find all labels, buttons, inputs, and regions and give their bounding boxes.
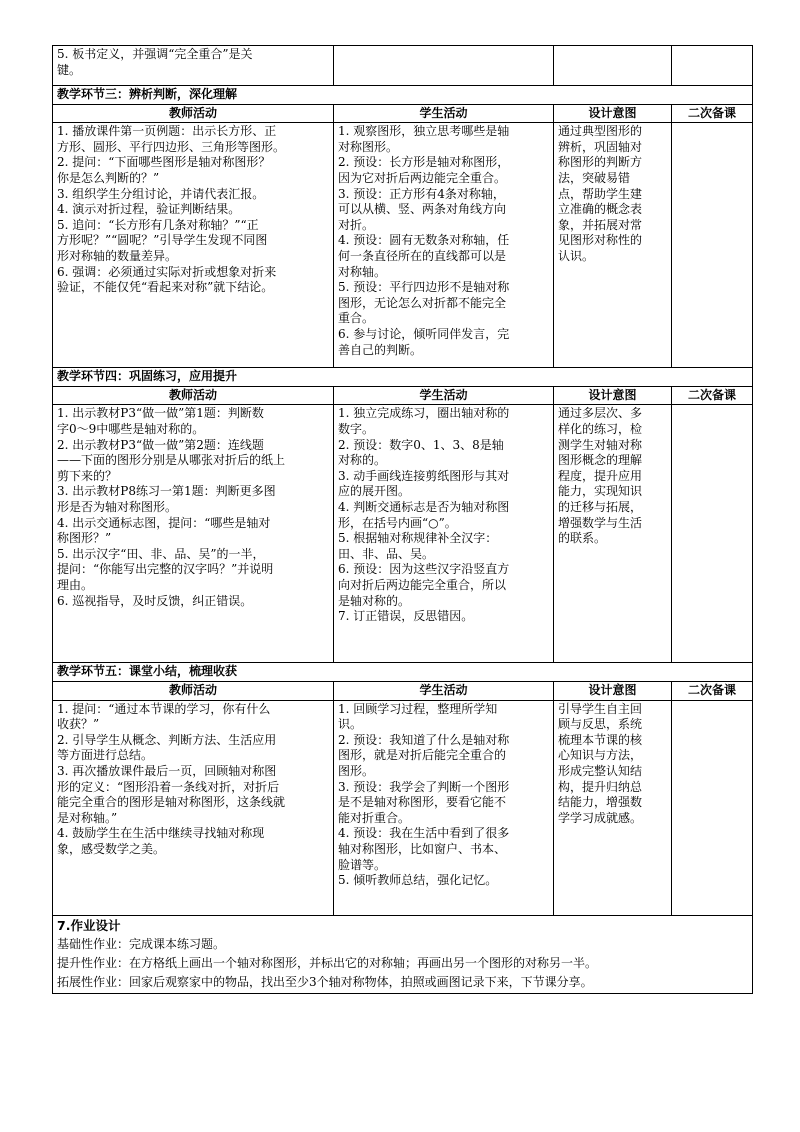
text-line: 通过多层次、多 <box>558 406 643 421</box>
text-line: 1. 播放课件第一页例题：出示长方形、正 <box>57 124 277 139</box>
student-activity-cell <box>334 405 554 663</box>
text-line: 5. 追问：“长方形有几条对称轴？”“正 <box>57 217 259 232</box>
text-line: 识。 <box>338 717 363 732</box>
text-line: 应的展开图。 <box>338 484 411 499</box>
text-line: 轴对称图形，比如窗户、书本、 <box>338 841 507 856</box>
text-line: 5. 倾听教师总结，强化记忆。 <box>338 873 498 888</box>
header-student-activity: 学生活动 <box>334 681 554 700</box>
text-line: 认识。 <box>558 248 595 263</box>
section-content-row <box>53 123 753 368</box>
text-line: 5. 根据轴对称规律补全汉字： <box>338 531 498 546</box>
text-line: 何一条直径所在的直线都可以是 <box>338 248 507 263</box>
revision-notes-cell <box>672 405 753 663</box>
text-line: 能对折重合。 <box>338 810 411 825</box>
text-line: 6. 参与讨论，倾听同伴发言，完 <box>338 326 510 341</box>
header-revision-notes: 二次备课 <box>672 104 753 123</box>
text-line: 通过典型图形的 <box>558 124 643 139</box>
text-line: 对称图形。 <box>338 139 399 154</box>
text-line: 图形，无论怎么对折都不能完全 <box>338 295 507 310</box>
teacher-activity-cell <box>53 123 334 368</box>
text-line: 重合。 <box>338 311 375 326</box>
text-line: 脸谱等。 <box>338 857 387 872</box>
text-line: 5. 预设：平行四边形不是轴对称 <box>338 280 510 295</box>
text-line: 图形概念的理解 <box>558 453 643 468</box>
homework-row <box>53 915 753 993</box>
text-line: 辨析，巩固轴对 <box>558 139 643 154</box>
text-line: 4. 预设：圆有无数条对称轴，任 <box>338 233 510 248</box>
text-line: 2. 出示教材P3“做一做”第2题：连线题 <box>57 437 264 452</box>
continued-row <box>53 46 753 86</box>
text-line: 的迁移与拓展， <box>558 499 643 514</box>
text-line: 样化的练习，检 <box>558 421 643 436</box>
text-line: 2. 提问：“下面哪些图形是轴对称图形？ <box>57 155 271 170</box>
text-line: 4. 判断交通标志是否为轴对称图 <box>338 499 510 514</box>
text-line: 6. 预设：因为这些汉字沿竖直方 <box>338 562 510 577</box>
column-header-row <box>53 386 753 405</box>
text-line: 因为它对折后两边能完全重合。 <box>338 170 507 185</box>
text-line: 6. 巡视指导，及时反馈，纠正错误。 <box>57 593 253 608</box>
text-line: 1. 出示教材P3“做一做”第1题：判断数 <box>57 406 264 421</box>
header-teacher-activity: 教师活动 <box>53 104 334 123</box>
text-line: 可以从横、竖、两条对角线方向 <box>338 202 507 217</box>
text-line: 1. 观察图形，独立思考哪些是轴 <box>338 124 510 139</box>
text-line: 2. 预设：长方形是轴对称图形， <box>338 155 510 170</box>
design-intent-cell <box>554 123 672 368</box>
text-line: 4. 演示对折过程，验证判断结果。 <box>57 202 241 217</box>
text-line: 的联系。 <box>558 531 607 546</box>
text-line: 形的定义：“图形沿着一条线对折，对折后 <box>57 779 280 794</box>
section-title-row <box>53 663 753 682</box>
homework-title: 7.作业设计 <box>57 917 121 933</box>
text-line: 善自己的判断。 <box>338 342 423 357</box>
homework-line: 拓展性作业：回家后观察家中的物品，找出至少3个轴对称物体，拍照或画图记录下来，下节课分享。 <box>57 974 593 989</box>
text-line: 3. 预设：我学会了判断一个图形 <box>338 779 510 794</box>
text-line: 向对折后两边能完全重合，所以 <box>338 577 507 592</box>
text-line: 图形，就是对折后能完全重合的 <box>338 748 507 763</box>
text-line: 对折。 <box>338 217 375 232</box>
text-line: 测学生对轴对称 <box>558 437 643 452</box>
text-line: 法，突破易错 <box>558 170 631 185</box>
text-line: 3. 出示教材P8练习一第1题：判断更多图 <box>57 484 276 499</box>
text-line: 田、非、品、吴。 <box>338 546 435 561</box>
text-line: 是轴对称的。 <box>338 593 411 608</box>
section-title-row <box>53 368 753 387</box>
homework-line: 基础性作业：完成课本练习题。 <box>57 936 226 951</box>
text-line: 增强数学与生活 <box>558 515 643 530</box>
text-line: 7. 订正错误，反思错因。 <box>338 609 474 624</box>
header-revision-notes: 二次备课 <box>672 681 753 700</box>
text-line: 4. 预设：我在生活中看到了很多 <box>338 826 510 841</box>
text-line: 构，提升归纳总 <box>558 779 643 794</box>
header-design-intent: 设计意图 <box>554 681 672 700</box>
design-intent-cell <box>554 46 672 86</box>
header-student-activity: 学生活动 <box>334 386 554 405</box>
section-title: 教学环节四：巩固练习，应用提升 <box>53 368 753 387</box>
design-intent-cell <box>554 700 672 915</box>
text-line: ——下面的图形分别是从哪张对折后的纸上 <box>57 453 286 468</box>
text-line: 是不是轴对称图形，要看它能不 <box>338 795 507 810</box>
text-line: 象，感受数学之美。 <box>57 841 166 856</box>
text-line: 收获？” <box>57 717 100 732</box>
text-line: 形，在括号内画“○”。 <box>338 515 457 530</box>
header-revision-notes: 二次备课 <box>672 386 753 405</box>
text-line: 点，帮助学生建 <box>558 186 643 201</box>
text-line: 象，并拓展对常 <box>558 217 643 232</box>
text-line: 1. 回顾学习过程，整理所学知 <box>338 701 498 716</box>
section-content-row <box>53 700 753 915</box>
text-line: 对称的。 <box>338 453 387 468</box>
text-line: 图形。 <box>338 763 375 778</box>
text-line: 3. 再次播放课件最后一页，回顾轴对称图 <box>57 763 277 778</box>
text-line: 3. 预设：正方形有4条对称轴， <box>338 186 505 201</box>
header-design-intent: 设计意图 <box>554 386 672 405</box>
text-line: 学学习成就感。 <box>558 810 643 825</box>
design-intent-cell <box>554 405 672 663</box>
text-line: 5. 板书定义，并强调“完全重合”是关 <box>57 47 253 61</box>
text-line: 1. 独立完成练习，圈出轴对称的 <box>338 406 510 421</box>
text-line: 3. 动手画线连接剪纸图形与其对 <box>338 468 510 483</box>
text-line: 2. 预设：数字0、1、3、8是轴 <box>338 437 504 452</box>
text-line: 你是怎么判断的？” <box>57 170 160 185</box>
text-line: 2. 预设：我知道了什么是轴对称 <box>338 732 510 747</box>
text-line: 能力，实现知识 <box>558 484 643 499</box>
text-line: 形成完整认知结 <box>558 763 643 778</box>
header-student-activity: 学生活动 <box>334 104 554 123</box>
text-line: 键。 <box>57 62 82 77</box>
text-line: 顾与反思，系统 <box>558 717 643 732</box>
text-line: 5. 出示汉字“田、非、品、吴”的一半， <box>57 546 265 561</box>
text-line: 4. 鼓励学生在生活中继续寻找轴对称现 <box>57 826 265 841</box>
student-activity-cell <box>334 700 554 915</box>
text-line: 1. 提问：“通过本节课的学习，你有什么 <box>57 701 271 716</box>
text-line: 引导学生自主回 <box>558 701 643 716</box>
text-line: 方形呢？”“圆呢？”引导学生发现不同图 <box>57 233 268 248</box>
text-line: 提问：“你能写出完整的汉字吗？”并说明 <box>57 562 274 577</box>
text-line: 4. 出示交通标志图，提问：“哪些是轴对 <box>57 515 271 530</box>
text-line: 心知识与方法， <box>558 748 643 763</box>
column-header-row <box>53 681 753 700</box>
text-line: 程度，提升应用 <box>558 468 643 483</box>
teacher-activity-cell <box>53 700 334 915</box>
text-line: 是对称轴。” <box>57 810 118 825</box>
text-line: 等方面进行总结。 <box>57 748 154 763</box>
student-activity-cell <box>334 46 554 86</box>
text-line: 结能力，增强数 <box>558 795 643 810</box>
text-line: 6. 强调：必须通过实际对折或想象对折来 <box>57 264 277 279</box>
homework-cell <box>53 915 753 993</box>
text-line: 验证，不能仅凭“看起来对称”就下结论。 <box>57 280 274 295</box>
section-content-row <box>53 405 753 663</box>
text-line: 形是否为轴对称图形。 <box>57 499 178 514</box>
text-line: 理由。 <box>57 577 94 592</box>
header-design-intent: 设计意图 <box>554 104 672 123</box>
header-teacher-activity: 教师活动 <box>53 386 334 405</box>
teacher-activity-cell <box>53 46 334 86</box>
revision-notes-cell <box>672 46 753 86</box>
homework-line: 提升性作业：在方格纸上画出一个轴对称图形，并标出它的对称轴；再画出另一个图形的对称另一半。 <box>57 955 598 970</box>
section-title: 教学环节五：课堂小结，梳理收获 <box>53 663 753 682</box>
text-line: 能完全重合的图形是轴对称图形，这条线就 <box>57 795 286 810</box>
text-line: 称图形的判断方 <box>558 155 643 170</box>
header-teacher-activity: 教师活动 <box>53 681 334 700</box>
revision-notes-cell <box>672 123 753 368</box>
text-line: 字0～9中哪些是轴对称的。 <box>57 421 205 436</box>
text-line: 对称轴。 <box>338 264 387 279</box>
lesson-plan-table <box>52 45 753 994</box>
text-line: 方形、圆形、平行四边形、三角形等图形。 <box>57 139 286 154</box>
column-header-row <box>53 104 753 123</box>
text-line: 剪下来的？ <box>57 468 118 483</box>
text-line: 梳理本节课的核 <box>558 732 643 747</box>
revision-notes-cell <box>672 700 753 915</box>
text-line: 立准确的概念表 <box>558 202 643 217</box>
lesson-plan-body <box>53 46 753 994</box>
text-line: 数字。 <box>338 421 375 436</box>
text-line: 见图形对称性的 <box>558 233 643 248</box>
teacher-activity-cell <box>53 405 334 663</box>
text-line: 2. 引导学生从概念、判断方法、生活应用 <box>57 732 277 747</box>
section-title: 教学环节三：辨析判断，深化理解 <box>53 86 753 105</box>
section-title-row <box>53 86 753 105</box>
text-line: 形对称轴的数量差异。 <box>57 248 178 263</box>
text-line: 3. 组织学生分组讨论，并请代表汇报。 <box>57 186 265 201</box>
student-activity-cell <box>334 123 554 368</box>
text-line: 称图形？” <box>57 531 112 546</box>
